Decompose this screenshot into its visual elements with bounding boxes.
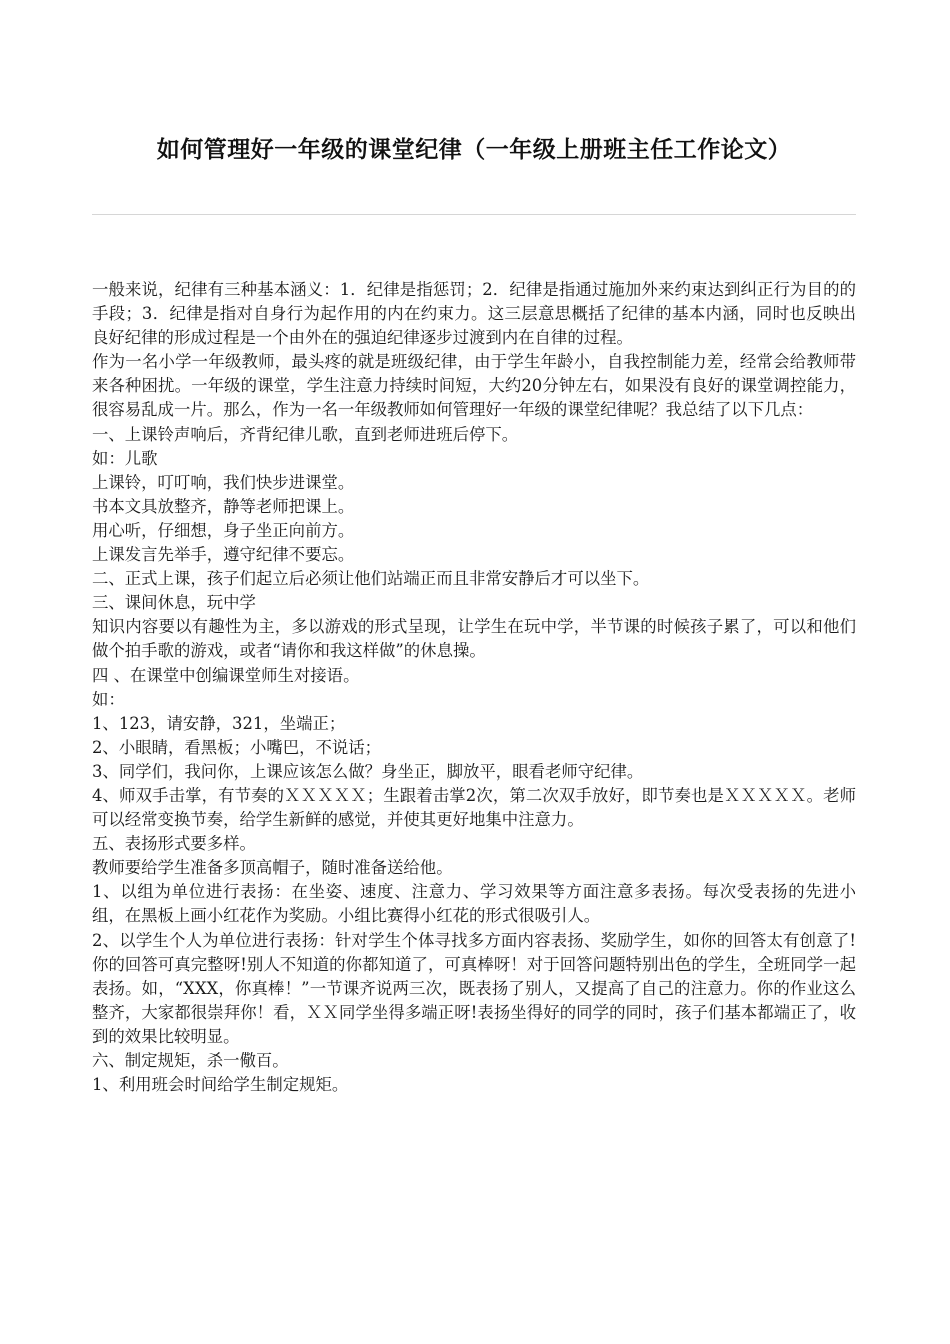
- page-title: 如何管理好一年级的课堂纪律（一年级上册班主任工作论文）: [156, 136, 792, 163]
- document-body: [92, 278, 856, 1097]
- list-item: 1、以组为单位进行表扬：在坐姿、速度、注意力、学习效果等方面注意多表扬。每次受表扬的先进小组，在黑板上画小红花作为奖励。小组比赛得小红花的形式很吸引人。: [92, 882, 856, 926]
- paragraph: 如：儿歌: [92, 448, 158, 468]
- paragraph: 知识内容要以有趣性为主，多以游戏的形式呈现，让学生在玩中学，半节课的时候孩子累了，可以和他们做个拍手歌的游戏，或者“请你和我这样做”的休息操。: [92, 617, 856, 661]
- paragraph: 一般来说，纪律有三种基本涵义：1．纪律是指惩罚；2．纪律是指通过施加外来约束达到纠正行为目的的手段；3．纪律是指对自身行为起作用的内在约束力。这三层意思概括了纪律的基本内涵，同时也反映出良好纪律的形成过程是一个由外在的强迫纪律逐步过渡到内在自律的过程。: [92, 280, 856, 348]
- section-heading: 五、表扬形式要多样。: [92, 834, 256, 854]
- list-item: 1、利用班会时间给学生制定规矩。: [92, 1075, 349, 1095]
- section-heading: 一、上课铃声响后，齐背纪律儿歌，直到老师进班后停下。: [92, 424, 519, 444]
- section-heading: 四 、在课堂中创编课堂师生对接语。: [92, 665, 360, 685]
- rhyme-line: 上课发言先举手，遵守纪律不要忘。: [92, 545, 355, 565]
- paragraph: 如：: [92, 689, 125, 709]
- section-heading: 三、课间休息，玩中学: [92, 593, 256, 613]
- rhyme-line: 用心听，仔细想，身子坐正向前方。: [92, 520, 355, 540]
- list-item: 3、同学们，我问你，上课应该怎么做？身坐正，脚放平，眼看老师守纪律。: [92, 761, 644, 781]
- title-divider: [92, 214, 856, 215]
- list-item: 2、小眼睛，看黑板；小嘴巴，不说话；: [92, 737, 382, 757]
- rhyme-line: 上课铃，叮叮响，我们快步进课堂。: [92, 472, 355, 492]
- list-item: 4、师双手击掌，有节奏的ＸＸＸＸＸ；生跟着击掌2次，第二次双手放好，即节奏也是ＸＸＸＸＸ。老师可以经常变换节奏，给学生新鲜的感觉，并使其更好地集中注意力。: [92, 785, 856, 830]
- list-item: 1、123，请安静，321，坐端正；: [92, 713, 346, 733]
- rhyme-line: 书本文具放整齐，静等老师把课上。: [92, 496, 355, 516]
- paragraph: 教师要给学生准备多顶高帽子，随时准备送给他。: [92, 858, 453, 878]
- section-heading: 二、正式上课，孩子们起立后必须让他们站端正而且非常安静后才可以坐下。: [92, 569, 650, 589]
- paragraph: 作为一名小学一年级教师，最头疼的就是班级纪律，由于学生年龄小，自我控制能力差，经常会给教师带来各种困扰。一年级的课堂，学生注意力持续时间短，大约20分钟左右，如果没有良好的课堂调控能力，很容易乱成一片。那么，作为一名一年级教师如何管理好一年级的课堂纪律呢？我总结了以下几点：: [92, 352, 856, 420]
- list-item: 2、以学生个人为单位进行表扬：针对学生个体寻找多方面内容表扬、奖励学生，如你的回答太有创意了!你的回答可真完整呀!别人不知道的你都知道了，可真棒呀！对于回答问题特别出色的学生，全班同学一起表扬。如，“XXX，你真棒！”一节课齐说两三次，既表扬了别人，又提高了自己的注意力。你的作业这么整齐，大家都很崇拜你！看，ＸＸ同学坐得多端正呀!表扬坐得好的同学的同时，孩子们基本都端正了，收到的效果比较明显。: [92, 930, 856, 1046]
- section-heading: 六、制定规矩，杀一儆百。: [92, 1051, 289, 1070]
